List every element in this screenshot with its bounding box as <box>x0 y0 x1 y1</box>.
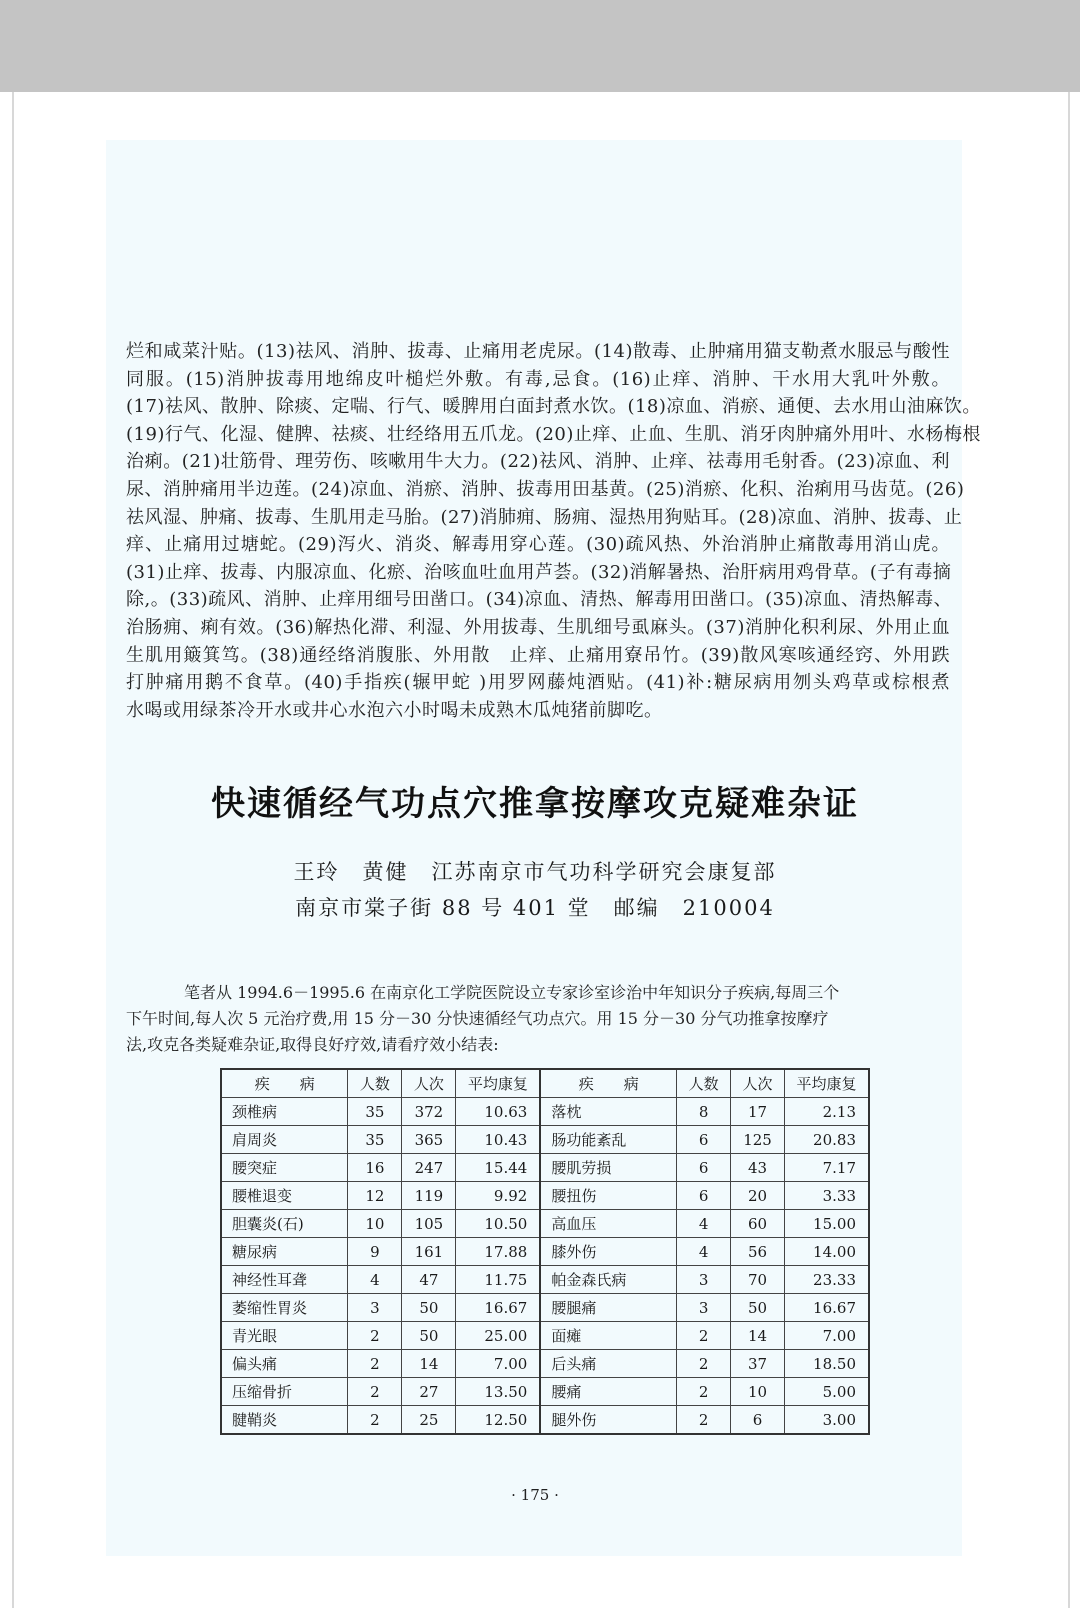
col-header: 疾 病 <box>221 1069 348 1098</box>
body-text-line: (31)止痒、拔毒、内服凉血、化瘀、治咳血吐血用芦荟。(32)消解暑热、治肝病用鸡骨草。(子有毒摘 <box>126 561 952 583</box>
avg-recovery-cell: 23.33 <box>785 1266 869 1294</box>
col-header: 平均康复 <box>456 1069 540 1098</box>
body-text-line: 除,。(33)疏风、消肿、止痒用细号田凿口。(34)凉血、清热、解毒用田凿口。(35)凉血、清热解毒、 <box>126 589 953 611</box>
avg-recovery-cell: 9.92 <box>456 1182 540 1210</box>
patients-cell: 4 <box>677 1238 731 1266</box>
avg-recovery-cell: 16.67 <box>785 1294 869 1322</box>
col-header: 平均康复 <box>785 1069 869 1098</box>
disease-cell: 高血压 <box>540 1210 676 1238</box>
patients-cell: 3 <box>348 1294 402 1322</box>
body-text-line: 尿、消肿痛用半边莲。(24)凉血、消瘀、消肿、拔毒用田基黄。(25)消瘀、化积、治痢用马齿苋。(26) <box>126 478 965 500</box>
avg-recovery-cell: 7.17 <box>785 1154 869 1182</box>
disease-cell: 偏头痛 <box>221 1350 348 1378</box>
avg-recovery-cell: 25.00 <box>456 1322 540 1350</box>
article-intro <box>126 980 956 1058</box>
patients-cell: 4 <box>348 1266 402 1294</box>
disease-cell: 落枕 <box>540 1098 676 1126</box>
disease-cell: 腰扭伤 <box>540 1182 676 1210</box>
visits-cell: 14 <box>402 1350 456 1378</box>
visits-cell: 119 <box>402 1182 456 1210</box>
continued-body-text <box>126 338 981 724</box>
visits-cell: 105 <box>402 1210 456 1238</box>
disease-cell: 颈椎病 <box>221 1098 348 1126</box>
disease-cell: 压缩骨折 <box>221 1378 348 1406</box>
avg-recovery-cell: 3.33 <box>785 1182 869 1210</box>
patients-cell: 35 <box>348 1126 402 1154</box>
avg-recovery-cell: 16.67 <box>456 1294 540 1322</box>
visits-cell: 6 <box>731 1406 785 1435</box>
body-text-line: 同服。(15)消肿拔毒用地绵皮叶槌烂外敷。有毒,忌食。(16)止痒、消肿、干水用大乳叶外敷。 <box>126 368 950 390</box>
table-row <box>221 1126 869 1154</box>
patients-cell: 2 <box>348 1378 402 1406</box>
body-text-line: 治肠痈、痢有效。(36)解热化滞、利湿、外用拔毒、生肌细号虱麻头。(37)消肿化积利尿、外用止血 <box>126 616 950 638</box>
body-text-line: 生肌用簸箕笃。(38)通经络消腹胀、外用散 止痒、止痛用寮吊竹。(39)散风寒咳通经窍、外用跌 <box>126 644 950 666</box>
col-header: 人数 <box>348 1069 402 1098</box>
col-header: 人数 <box>677 1069 731 1098</box>
disease-cell: 腰突症 <box>221 1154 348 1182</box>
visits-cell: 37 <box>731 1350 785 1378</box>
article-title: 快速循经气功点穴推拿按摩攻克疑难杂证 <box>211 784 859 824</box>
table-row <box>221 1154 869 1182</box>
visits-cell: 17 <box>731 1098 785 1126</box>
avg-recovery-cell: 2.13 <box>785 1098 869 1126</box>
disease-cell: 肩周炎 <box>221 1126 348 1154</box>
viewer-top-band <box>0 0 1080 92</box>
table-row <box>221 1350 869 1378</box>
avg-recovery-cell: 17.88 <box>456 1238 540 1266</box>
disease-cell: 腰痛 <box>540 1378 676 1406</box>
avg-recovery-cell: 12.50 <box>456 1406 540 1435</box>
patients-cell: 3 <box>677 1266 731 1294</box>
disease-cell: 膝外伤 <box>540 1238 676 1266</box>
visits-cell: 20 <box>731 1182 785 1210</box>
table-row <box>221 1266 869 1294</box>
visits-cell: 50 <box>402 1294 456 1322</box>
table-header-row <box>221 1069 869 1098</box>
patients-cell: 2 <box>677 1378 731 1406</box>
visits-cell: 247 <box>402 1154 456 1182</box>
author-affiliation: 王玲 黄健 江苏南京市气功科学研究会康复部 <box>293 860 777 884</box>
avg-recovery-cell: 10.50 <box>456 1210 540 1238</box>
visits-cell: 60 <box>731 1210 785 1238</box>
body-text-line: 水喝或用绿茶冷开水或井心水泡六小时喝未成熟木瓜炖猪前脚吃。 <box>126 699 663 721</box>
visits-cell: 161 <box>402 1238 456 1266</box>
disease-cell: 肠功能紊乱 <box>540 1126 676 1154</box>
avg-recovery-cell: 13.50 <box>456 1378 540 1406</box>
intro-line: 笔者从 1994.6－1995.6 在南京化工学院医院设立专家诊室诊治中年知识分子疾病,每周三个 <box>184 983 840 1002</box>
patients-cell: 16 <box>348 1154 402 1182</box>
body-text-line: 打肿痛用鹅不食草。(40)手指疾(辗甲蛇 )用罗网藤炖酒贴。(41)补:糖尿病用刎头鸡草或棕根煮 <box>126 672 950 694</box>
table-row <box>221 1406 869 1435</box>
disease-cell: 腰椎退变 <box>221 1182 348 1210</box>
avg-recovery-cell: 7.00 <box>456 1350 540 1378</box>
author-address: 南京市棠子街 88 号 401 堂 邮编 210004 <box>295 896 775 920</box>
body-text-line: (19)行气、化湿、健脾、祛痰、壮经络用五爪龙。(20)止痒、止血、生肌、消牙肉肿痛外用叶、水杨梅根 <box>126 423 981 445</box>
results-table <box>220 1068 870 1435</box>
visits-cell: 125 <box>731 1126 785 1154</box>
visits-cell: 365 <box>402 1126 456 1154</box>
disease-cell: 腱鞘炎 <box>221 1406 348 1435</box>
patients-cell: 2 <box>677 1322 731 1350</box>
table-row <box>221 1294 869 1322</box>
patients-cell: 2 <box>348 1406 402 1435</box>
col-header: 人次 <box>731 1069 785 1098</box>
intro-line: 下午时间,每人次 5 元治疗费,用 15 分－30 分快速循经气功点穴。用 15 分－30 分气功推拿按摩疗 <box>126 1009 829 1028</box>
visits-cell: 27 <box>402 1378 456 1406</box>
disease-cell: 腰腿痛 <box>540 1294 676 1322</box>
table-row <box>221 1098 869 1126</box>
body-text-line: 祛风湿、肿痛、拔毒、生肌用走马胎。(27)消肺痈、肠痈、湿热用狗贴耳。(28)凉血、消肿、拔毒、止 <box>126 506 963 528</box>
patients-cell: 8 <box>677 1098 731 1126</box>
visits-cell: 50 <box>731 1294 785 1322</box>
visits-cell: 47 <box>402 1266 456 1294</box>
disease-cell: 腿外伤 <box>540 1406 676 1435</box>
patients-cell: 6 <box>677 1182 731 1210</box>
avg-recovery-cell: 18.50 <box>785 1350 869 1378</box>
patients-cell: 10 <box>348 1210 402 1238</box>
table-row <box>221 1322 869 1350</box>
avg-recovery-cell: 11.75 <box>456 1266 540 1294</box>
avg-recovery-cell: 10.63 <box>456 1098 540 1126</box>
table-row <box>221 1210 869 1238</box>
avg-recovery-cell: 15.44 <box>456 1154 540 1182</box>
disease-cell: 糖尿病 <box>221 1238 348 1266</box>
avg-recovery-cell: 15.00 <box>785 1210 869 1238</box>
body-text-line: 痒、止痛用过塘蛇。(29)泻火、消炎、解毒用穿心莲。(30)疏风热、外治消肿止痛散毒用消山虎。 <box>126 534 950 556</box>
disease-cell: 腰肌劳损 <box>540 1154 676 1182</box>
disease-cell: 面瘫 <box>540 1322 676 1350</box>
patients-cell: 2 <box>677 1406 731 1435</box>
patients-cell: 12 <box>348 1182 402 1210</box>
disease-cell: 青光眼 <box>221 1322 348 1350</box>
disease-cell: 后头痛 <box>540 1350 676 1378</box>
visits-cell: 25 <box>402 1406 456 1435</box>
patients-cell: 3 <box>677 1294 731 1322</box>
disease-cell: 萎缩性胃炎 <box>221 1294 348 1322</box>
body-text-line: 烂和咸菜汁贴。(13)祛风、消肿、拔毒、止痛用老虎尿。(14)散毒、止肿痛用猫支勒煮水服忌与酸性 <box>126 341 950 362</box>
avg-recovery-cell: 7.00 <box>785 1322 869 1350</box>
patients-cell: 35 <box>348 1098 402 1126</box>
visits-cell: 10 <box>731 1378 785 1406</box>
avg-recovery-cell: 10.43 <box>456 1126 540 1154</box>
avg-recovery-cell: 3.00 <box>785 1406 869 1435</box>
avg-recovery-cell: 20.83 <box>785 1126 869 1154</box>
table-row <box>221 1182 869 1210</box>
avg-recovery-cell: 5.00 <box>785 1378 869 1406</box>
visits-cell: 372 <box>402 1098 456 1126</box>
table-row <box>221 1378 869 1406</box>
patients-cell: 6 <box>677 1154 731 1182</box>
visits-cell: 50 <box>402 1322 456 1350</box>
body-text-line: 治痢。(21)壮筋骨、理劳伤、咳嗽用牛大力。(22)祛风、消肿、止痒、祛毒用毛射香。(23)凉血、利 <box>126 451 950 473</box>
patients-cell: 9 <box>348 1238 402 1266</box>
col-header: 人次 <box>402 1069 456 1098</box>
disease-cell: 帕金森氏病 <box>540 1266 676 1294</box>
visits-cell: 43 <box>731 1154 785 1182</box>
visits-cell: 56 <box>731 1238 785 1266</box>
table-row <box>221 1238 869 1266</box>
patients-cell: 2 <box>348 1322 402 1350</box>
disease-cell: 神经性耳聋 <box>221 1266 348 1294</box>
body-text-line: (17)祛风、散肿、除痰、定喘、行气、暖脾用白面封煮水饮。(18)凉血、消瘀、通便、去水用山油麻饮。 <box>126 396 981 418</box>
patients-cell: 2 <box>348 1350 402 1378</box>
col-header: 疾 病 <box>540 1069 676 1098</box>
intro-line: 法,攻克各类疑难杂证,取得良好疗效,请看疗效小结表: <box>126 1035 499 1054</box>
patients-cell: 2 <box>677 1350 731 1378</box>
patients-cell: 4 <box>677 1210 731 1238</box>
avg-recovery-cell: 14.00 <box>785 1238 869 1266</box>
disease-cell: 胆囊炎(石) <box>221 1210 348 1238</box>
patients-cell: 6 <box>677 1126 731 1154</box>
visits-cell: 14 <box>731 1322 785 1350</box>
visits-cell: 70 <box>731 1266 785 1294</box>
page-number: · 175 · <box>511 1486 559 1504</box>
